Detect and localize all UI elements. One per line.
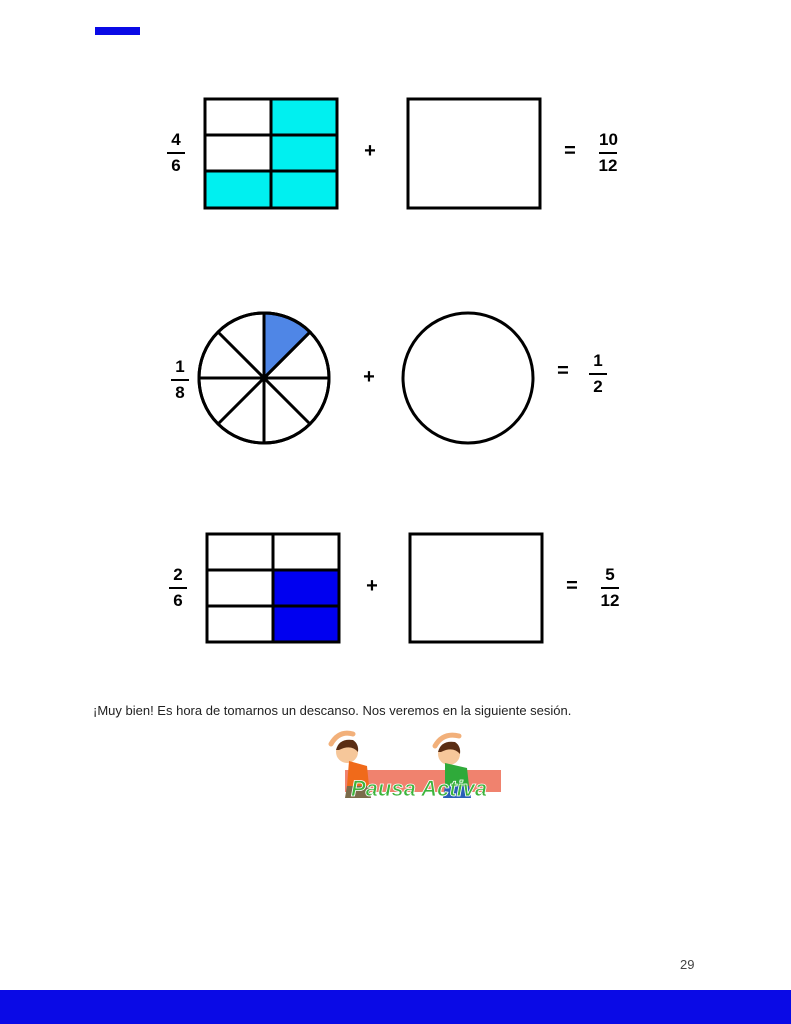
fraction-denominator: 6 — [173, 591, 183, 610]
fraction-numerator: 4 — [167, 129, 185, 154]
empty-answer-box — [408, 532, 544, 644]
fraction-numerator: 5 — [601, 564, 619, 589]
top-accent-bar — [95, 27, 140, 35]
fraction-numerator: 2 — [169, 564, 187, 589]
equals-sign: = — [564, 140, 576, 162]
plus-sign: + — [366, 575, 378, 597]
fraction-denominator: 12 — [598, 156, 618, 175]
fraction-numerator: 10 — [599, 129, 617, 154]
empty-answer-circle — [400, 311, 536, 445]
pausa-activa-illustration — [325, 728, 505, 804]
rectangle-grid-4-6 — [203, 97, 339, 210]
fraction-10-12 — [593, 129, 623, 177]
plus-sign: + — [363, 366, 375, 388]
fraction-1-2 — [583, 350, 613, 398]
equals-sign: = — [557, 360, 569, 382]
empty-answer-box — [406, 97, 542, 210]
shaded-cell — [271, 135, 337, 171]
fraction-denominator: 6 — [171, 156, 181, 175]
plus-sign: + — [364, 140, 376, 162]
shaded-cell — [271, 99, 337, 135]
fraction-denominator: 12 — [600, 591, 620, 610]
pausa-activa-label: Pausa Activa — [351, 776, 488, 801]
fraction-denominator: 8 — [175, 383, 185, 402]
page-number: 29 — [680, 957, 695, 972]
fraction-denominator: 2 — [593, 377, 603, 396]
fraction-2-6 — [163, 564, 193, 612]
fraction-1-8 — [165, 356, 195, 404]
shaded-cell — [273, 570, 339, 606]
bottom-accent-bar — [0, 990, 791, 1024]
circle-eighths — [197, 311, 331, 445]
shaded-cell — [205, 171, 271, 208]
closing-message: ¡Muy bien! Es hora de tomarnos un descanso. Nos veremos en la siguiente sesión. — [93, 703, 572, 718]
shaded-cell — [271, 171, 337, 208]
fraction-numerator: 1 — [171, 356, 189, 381]
fraction-numerator: 1 — [589, 350, 607, 375]
shaded-cell — [273, 606, 339, 642]
equals-sign: = — [566, 575, 578, 597]
fraction-4-6 — [161, 129, 191, 177]
fraction-5-12 — [595, 564, 625, 612]
rectangle-grid-2-6 — [205, 532, 341, 644]
